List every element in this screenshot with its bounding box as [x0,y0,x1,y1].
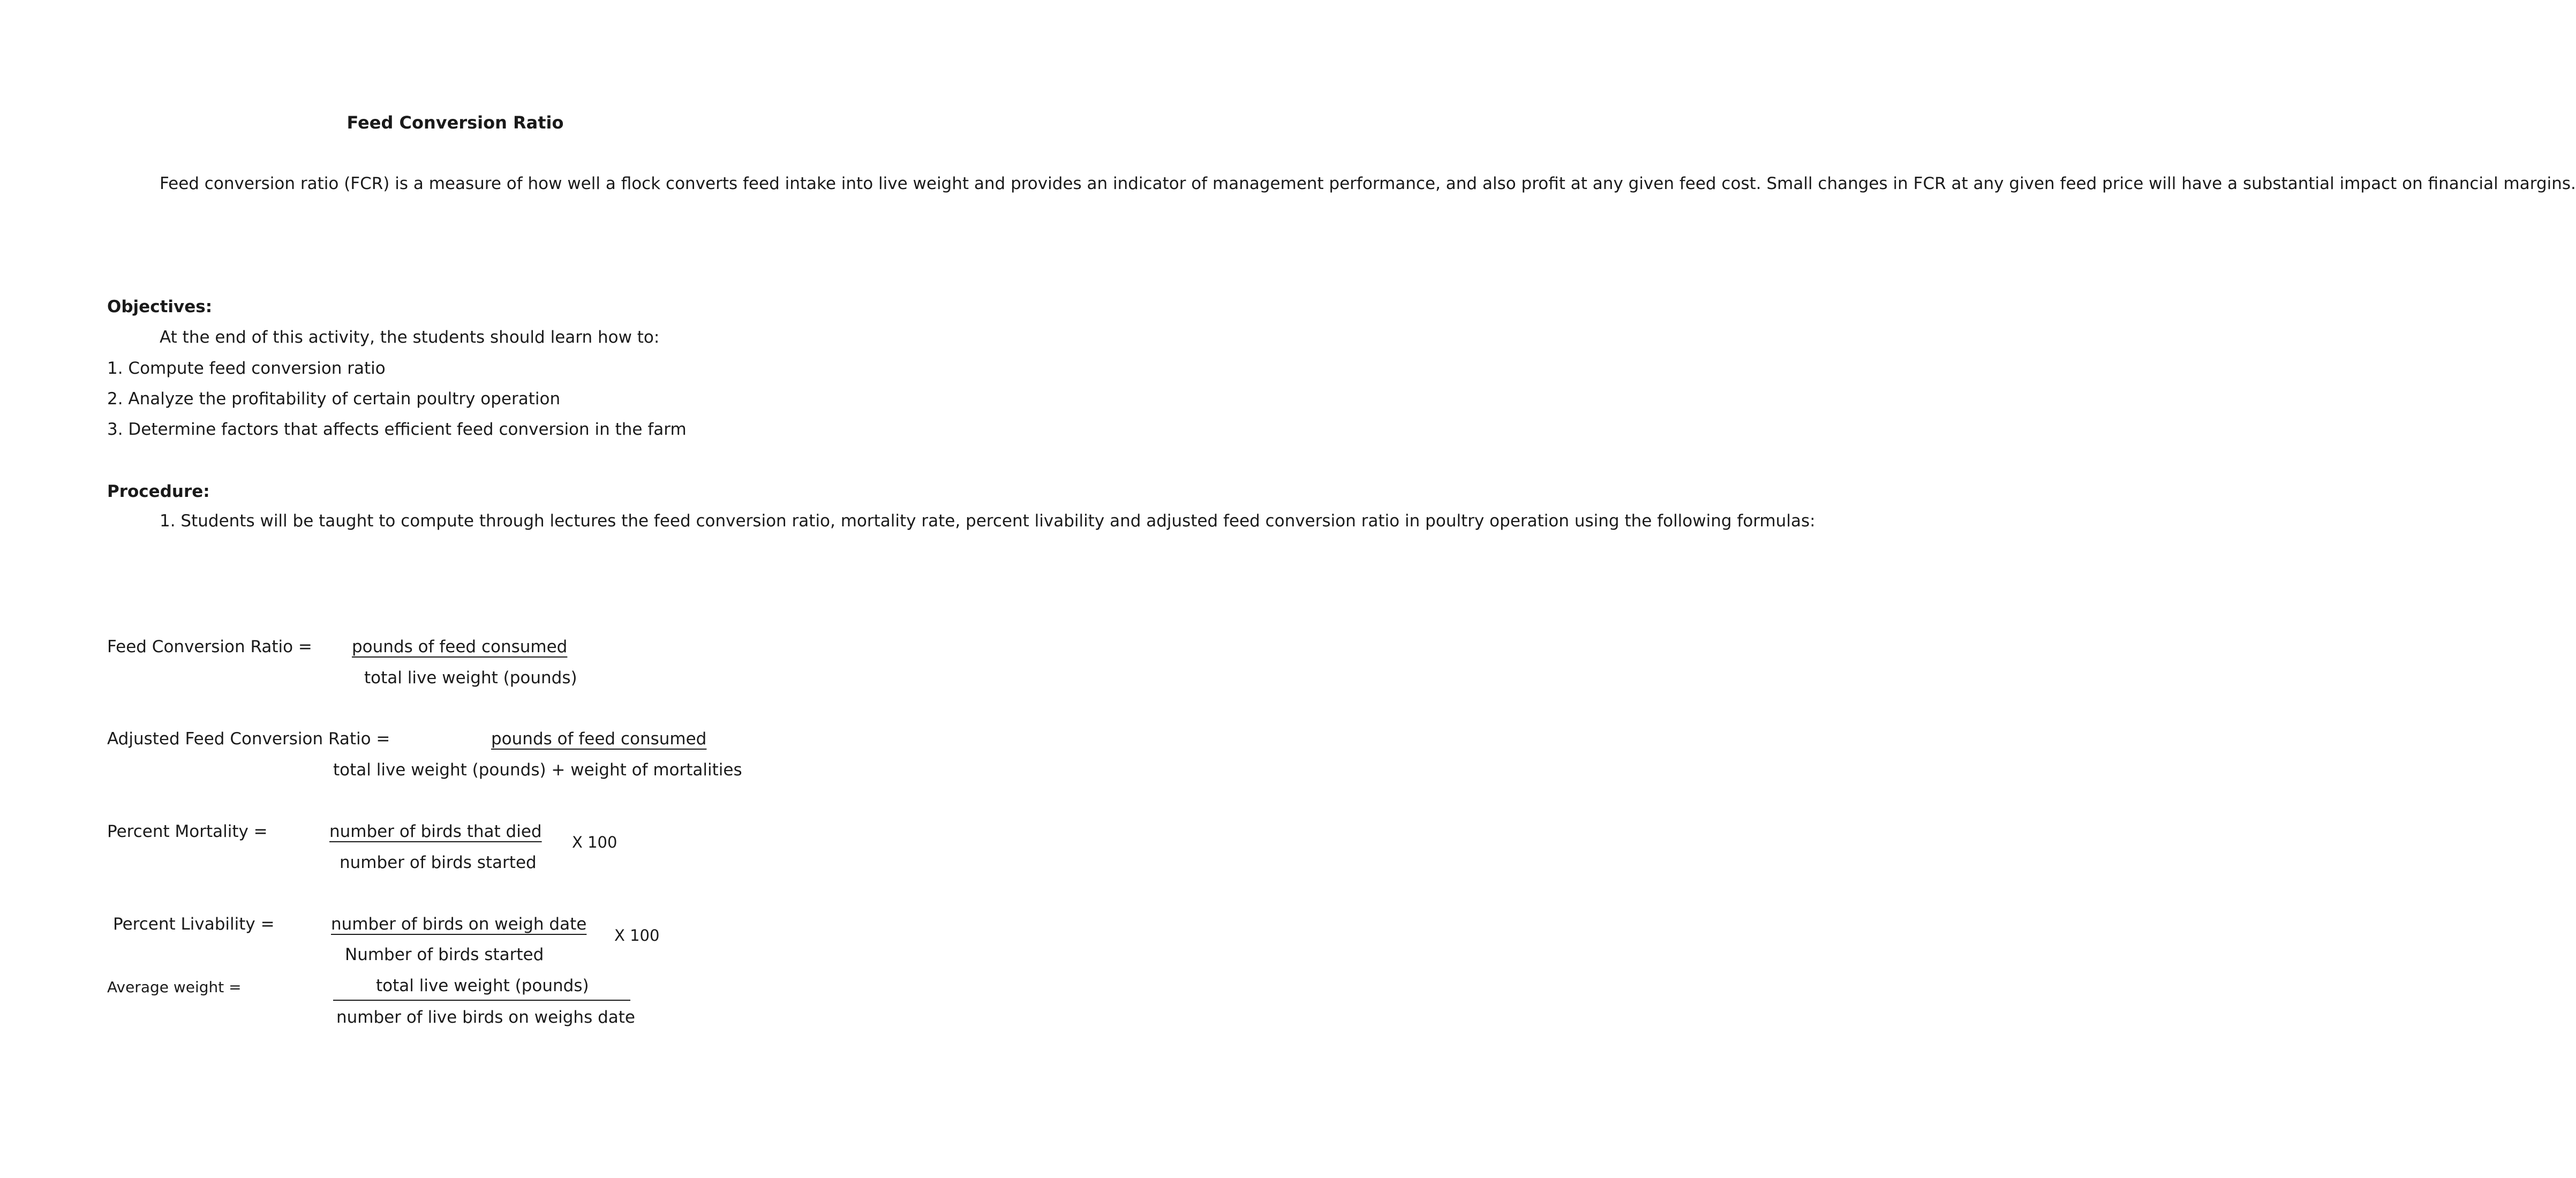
average-weight-fraction-bar [333,1000,630,1001]
objectives-heading: Objectives: [107,297,213,316]
fcr-label: Feed Conversion Ratio = [107,637,312,656]
livability-denominator: Number of birds started [345,945,544,964]
objectives-lead: At the end of this activity, the students should learn how to: [160,328,660,347]
procedure-step [107,506,1816,537]
objective-item: 3. Determine factors that affects efficient feed conversion in the farm [107,420,687,439]
livability-numerator: number of birds on weigh date [331,915,587,934]
livability-multiplier: X 100 [614,926,660,945]
adjusted-fcr-denominator: total live weight (pounds) + weight of mortalities [333,760,742,780]
mortality-denominator: number of birds started [340,853,537,872]
procedure-step-text: 1. Students will be taught to compute through lectures the feed conversion ratio, mortality rate, percent livability and adjusted feed conversion ratio in poultry operation using the following formulas: [160,511,1816,531]
average-weight-denominator: number of live birds on weighs date [336,1008,635,1027]
intro-paragraph [107,169,2576,200]
average-weight-label: Average weight = [107,978,242,996]
objective-item: 2. Analyze the profitability of certain poultry operation [107,389,561,409]
objective-item: 1. Compute feed conversion ratio [107,359,386,378]
adjusted-fcr-numerator: pounds of feed consumed [491,729,707,749]
mortality-numerator: number of birds that died [329,822,542,841]
adjusted-fcr-label: Adjusted Feed Conversion Ratio = [107,729,390,749]
intro-text: Feed conversion ratio (FCR) is a measure of how well a flock converts feed intake into live weight and provides an indicator of management performance, and also profit at any given feed cost. Small changes in FCR at any given feed price will have a substantial impact on financial margins. [160,174,2576,193]
mortality-multiplier: X 100 [572,833,617,851]
fcr-numerator: pounds of feed consumed [352,637,568,656]
page-title: Feed Conversion Ratio [347,112,564,133]
livability-label: Percent Livability = [113,915,275,934]
mortality-label: Percent Mortality = [107,822,268,841]
procedure-heading: Procedure: [107,482,210,501]
average-weight-numerator: total live weight (pounds) [376,976,589,995]
fcr-denominator: total live weight (pounds) [364,668,577,688]
